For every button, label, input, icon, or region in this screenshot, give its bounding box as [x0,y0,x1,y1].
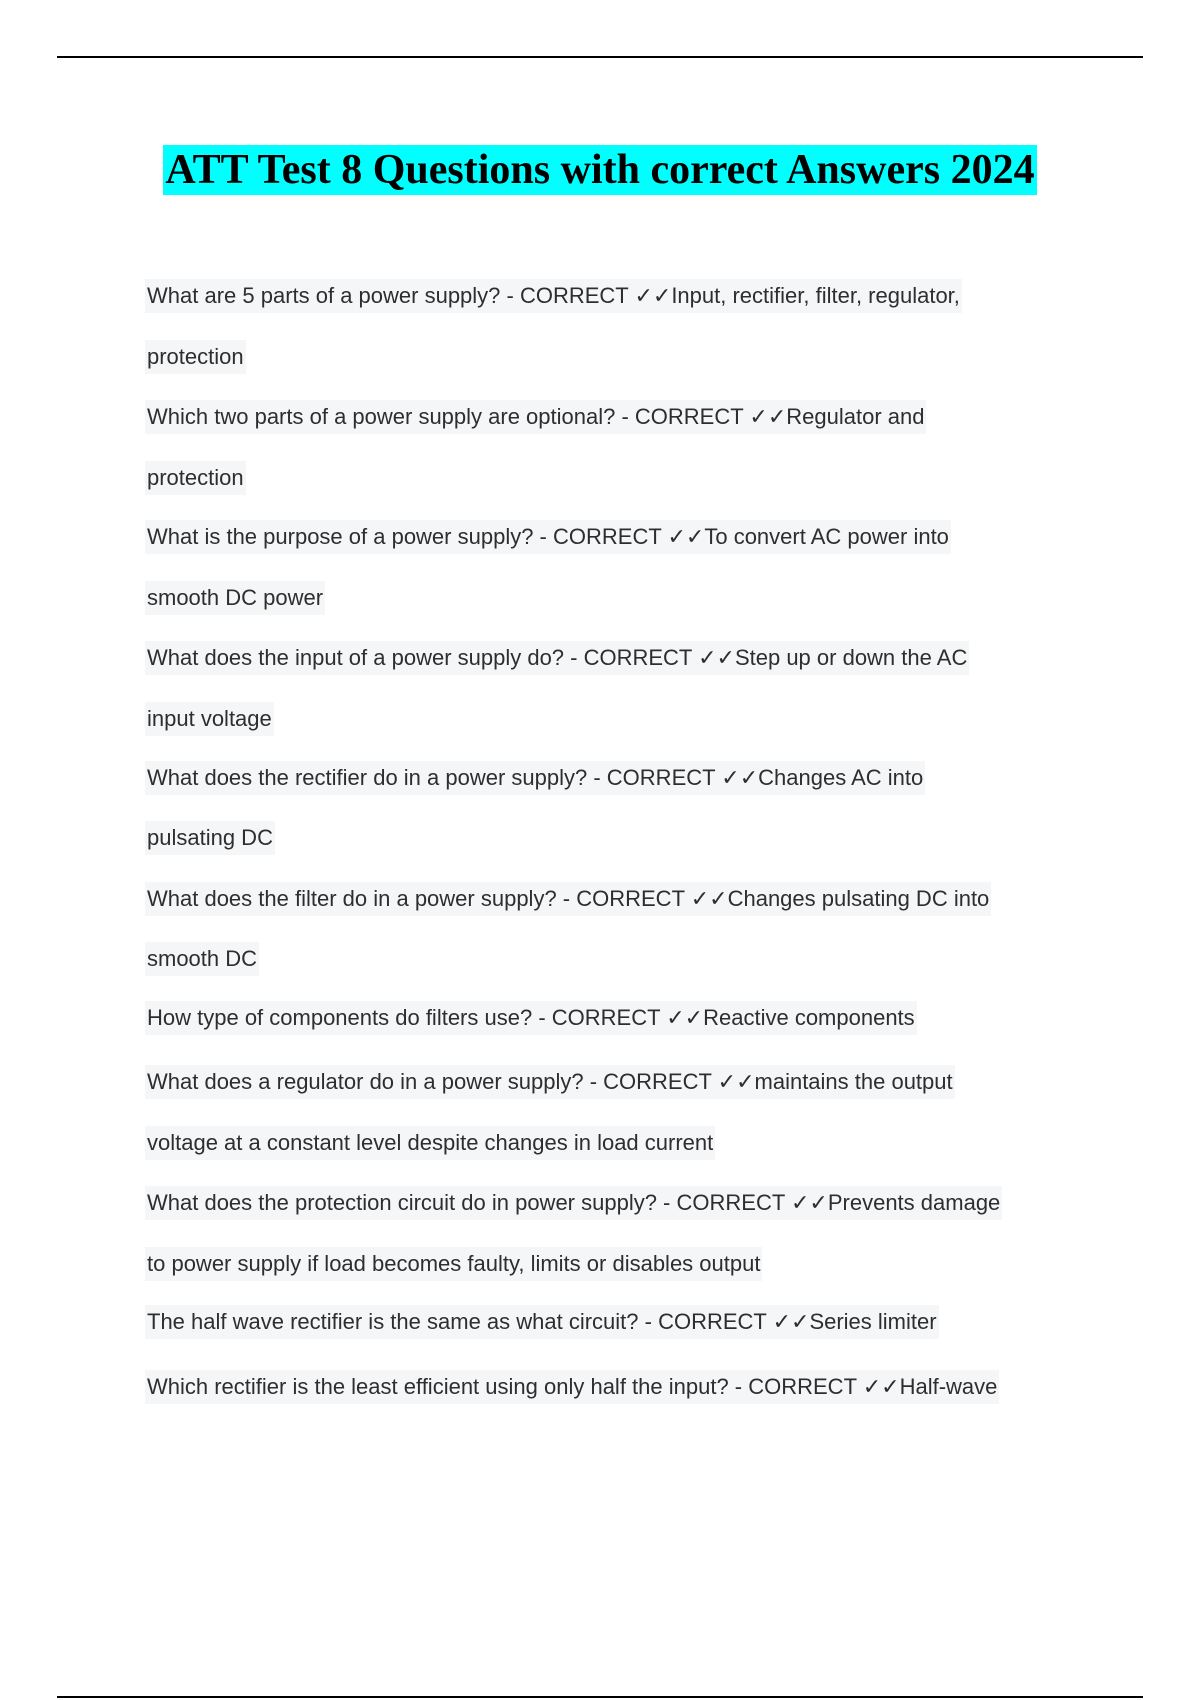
qa-line: What are 5 parts of a power supply? - CORRECT ✓✓Input, rectifier, filter, regulator, [145,279,962,313]
title-wrapper [0,145,1200,195]
qa-line: protection [145,461,246,495]
qa-line: protection [145,340,246,374]
bottom-rule [57,1696,1143,1698]
qa-line: How type of components do filters use? - CORRECT ✓✓Reactive components [145,1001,917,1035]
qa-line: What does the input of a power supply do? - CORRECT ✓✓Step up or down the AC [145,641,969,675]
qa-line: What does a regulator do in a power supply? - CORRECT ✓✓maintains the output [145,1065,955,1099]
qa-line: The half wave rectifier is the same as what circuit? - CORRECT ✓✓Series limiter [145,1305,939,1339]
qa-line: to power supply if load becomes faulty, limits or disables output [145,1247,762,1281]
document-title: ATT Test 8 Questions with correct Answers 2024 [165,147,1035,193]
top-rule [57,56,1143,58]
qa-line: smooth DC power [145,581,325,615]
qa-line: Which two parts of a power supply are optional? - CORRECT ✓✓Regulator and [145,400,926,434]
qa-line: Which rectifier is the least efficient using only half the input? - CORRECT ✓✓Half-wave [145,1370,999,1404]
qa-line: voltage at a constant level despite changes in load current [145,1126,715,1160]
qa-line: What does the rectifier do in a power supply? - CORRECT ✓✓Changes AC into [145,761,925,795]
qa-line: What does the protection circuit do in power supply? - CORRECT ✓✓Prevents damage [145,1186,1002,1220]
qa-line: What does the filter do in a power supply? - CORRECT ✓✓Changes pulsating DC into [145,882,991,916]
qa-line: What is the purpose of a power supply? - CORRECT ✓✓To convert AC power into [145,520,951,554]
qa-line: smooth DC [145,942,259,976]
qa-line: input voltage [145,702,274,736]
qa-line: pulsating DC [145,821,275,855]
